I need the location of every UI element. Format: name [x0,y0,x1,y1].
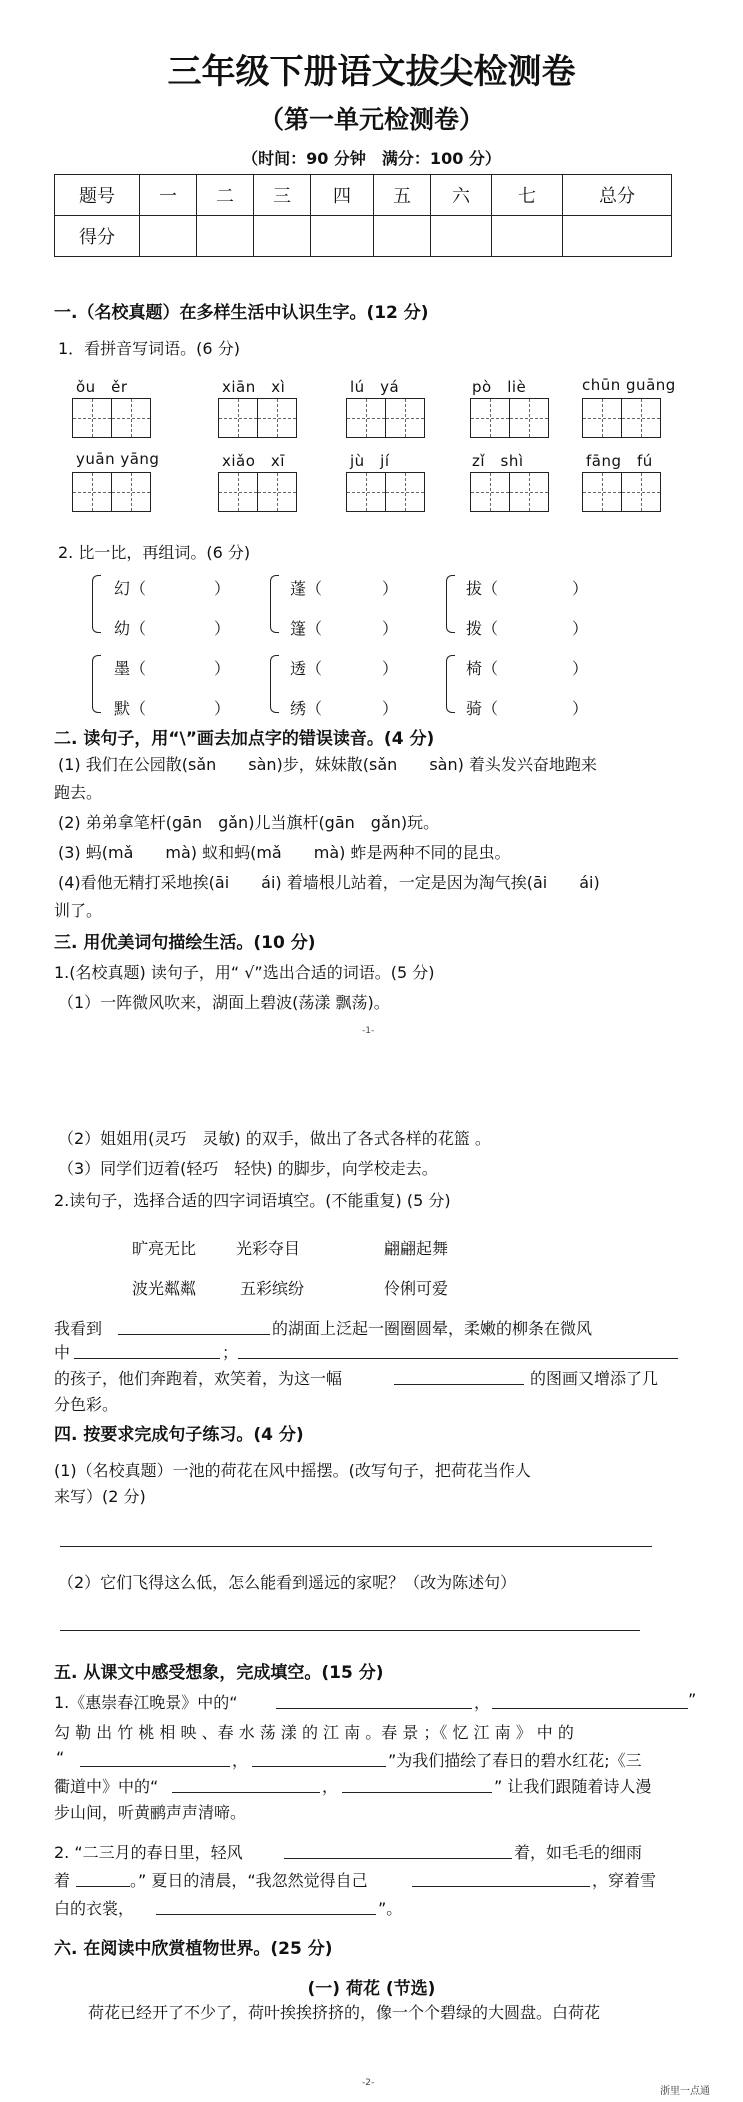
brace-icon [92,575,101,633]
fill-text: 的图画又增添了几 [530,1369,659,1388]
score-table [54,174,672,257]
fill-text: 白的衣裳， [54,1899,135,1918]
table-cell: 得分 [55,216,140,257]
pinyin-label: lú yá [350,378,400,396]
score-input-cell[interactable] [254,216,311,257]
brace-icon [92,655,101,713]
table-cell: 六 [431,175,492,216]
q2-line: 跑去。 [54,783,103,802]
answer-line[interactable] [156,1914,376,1915]
answer-line[interactable] [60,1630,640,1631]
compare-char: 墨（ [114,659,147,678]
brace-icon [270,575,279,633]
answer-line[interactable] [412,1886,590,1887]
watermark: 浙里一点通 [660,2086,710,2097]
section-3-heading: 三. 用优美词句描绘生活。(10 分) [54,933,316,953]
answer-line[interactable] [238,1358,678,1359]
score-input-cell[interactable] [374,216,431,257]
compare-paren: ） [572,619,589,638]
pinyin-label: jù jí [350,452,390,470]
answer-line[interactable] [276,1708,472,1709]
score-table-score-row [55,216,672,257]
compare-paren: ） [214,699,231,718]
q3-sentence: （2）姐姐用(灵巧 灵敏) 的双手，做出了各式各样的花篮 。 [58,1129,491,1148]
compare-char: 骑（ [466,699,499,718]
compare-char: 默（ [114,699,147,718]
word-option: 五彩缤纷 [240,1279,305,1298]
section-6-heading: 六. 在阅读中欣赏植物世界。(25 分) [54,1939,333,1959]
writing-grid[interactable] [218,398,295,440]
fill-text: 着，如毛毛的细雨 [514,1843,643,1862]
table-cell: 五 [374,175,431,216]
q2-line: (3) 蚂(mǎ mà) 蚁和蚂(mǎ mà) 蚱是两种不同的昆虫。 [58,843,511,862]
score-input-cell[interactable] [431,216,492,257]
fill-text: ； [222,1343,239,1362]
fill-text: 分色彩。 [54,1395,119,1414]
answer-line[interactable] [284,1858,512,1859]
q4-sentence: 来写）(2 分) [54,1487,146,1506]
table-cell: 二 [197,175,254,216]
q2-line: (4)看他无精打采地挨(āi ái) 着墙根儿站着，一定是因为淘气挨(āi ái) [58,873,600,892]
writing-grid[interactable] [470,398,547,440]
answer-line[interactable] [80,1766,230,1767]
section-5-heading: 五. 从课文中感受想象，完成填空。(15 分) [54,1663,384,1683]
q4-sentence: （2）它们飞得这么低，怎么能看到遥远的家呢？（改为陈述句） [58,1573,517,1592]
answer-line[interactable] [74,1358,220,1359]
table-cell: 一 [140,175,197,216]
compare-paren: ） [572,699,589,718]
compare-paren: ） [382,579,399,598]
table-cell: 题号 [55,175,140,216]
answer-line[interactable] [394,1384,524,1385]
section-2-heading: 二. 读句子，用“\”画去加点字的错误读音。(4 分) [54,729,435,749]
compare-paren: ） [214,579,231,598]
compare-paren: ） [382,699,399,718]
fill-text: 2. “二三月的春日里，轻风 [54,1843,243,1862]
fill-text: ， [232,1751,249,1770]
q2-line: (1) 我们在公园散(sǎn sàn)步，妹妹散(sǎn sàn) 着头发兴奋地跑来 [58,755,597,774]
compare-char: 篷（ [290,619,323,638]
table-cell: 四 [311,175,374,216]
page-title: 三年级下册语文拔尖检测卷 [167,52,576,92]
compare-char: 绣（ [290,699,323,718]
q3-sentence: （3）同学们迈着(轻巧 轻快) 的脚步，向学校走去。 [58,1159,438,1178]
section-4-heading: 四. 按要求完成句子练习。(4 分) [54,1425,304,1445]
fill-text: ”为我们描绘了春日的碧水红花;《三 [388,1751,642,1770]
q2-line: (2) 弟弟拿笔杆(gān gǎn)儿当旗杆(gān gǎn)玩。 [58,813,440,832]
table-cell: 总分 [563,175,672,216]
brace-icon [446,575,455,633]
section-1-heading: 一.（名校真题）在多样生活中认识生字。(12 分) [54,303,429,323]
compare-paren: ） [382,659,399,678]
compare-paren: ） [214,619,231,638]
brace-icon [446,655,455,713]
answer-line[interactable] [76,1886,130,1887]
q3-sub1: 1.(名校真题) 读句子，用“ √”选出合适的词语。(5 分) [54,963,435,982]
compare-char: 蓬（ [290,579,323,598]
fill-text: ”。 [378,1899,403,1918]
table-cell: 三 [254,175,311,216]
table-cell: 七 [492,175,563,216]
pinyin-label: xiān xì [222,378,286,396]
q2-line: 训了。 [54,901,103,920]
page-subtitle: （第一单元检测卷） [258,105,484,134]
writing-grid[interactable] [218,472,295,514]
score-input-cell[interactable] [140,216,197,257]
writing-grid[interactable] [470,472,547,514]
score-table-header-row [55,175,672,216]
compare-char: 幻（ [114,579,147,598]
fill-text: ， [322,1777,339,1796]
fill-text: 的湖面上泛起一圈圈圆晕，柔嫩的柳条在微风 [272,1319,593,1338]
pinyin-label: xiǎo xī [222,452,285,470]
fill-text: 着 [54,1871,71,1890]
score-input-cell[interactable] [563,216,672,257]
passage-text: 荷花已经开了不少了，荷叶挨挨挤挤的，像一个个碧绿的大圆盘。白荷花 [88,2003,601,2022]
q4-sentence: (1)（名校真题）一池的荷花在风中摇摆。(改写句子，把荷花当作人 [54,1461,531,1480]
word-option: 波光粼粼 [132,1279,197,1298]
compare-paren: ） [572,659,589,678]
fill-text: 勾 勒 出 竹 桃 相 映 、春 水 荡 漾 的 江 南 。春 景 ；《 忆 江 南 》 中 的 [54,1723,574,1742]
compare-paren: ） [214,659,231,678]
compare-char: 椅（ [466,659,499,678]
word-option: 旷亮无比 [132,1239,197,1258]
writing-grid[interactable] [582,472,659,514]
answer-line[interactable] [492,1708,688,1709]
q1-sub1: 1．看拼音写词语。(6 分) [58,339,240,358]
pinyin-label: ǒu ěr [76,378,128,396]
fill-text: 衢道中》中的“ [54,1777,159,1796]
exam-meta: （时间：90 分钟 满分：100 分） [242,149,501,168]
q3-sub2: 2.读句子，选择合适的四字词语填空。(不能重复) (5 分) [54,1191,451,1210]
fill-text: 。” 夏日的清晨，“我忽然觉得自己 [130,1871,368,1890]
fill-text: 步山间，听黄鹂声声清啼。 [54,1803,247,1822]
fill-text: 的孩子，他们奔跑着，欢笑着，为这一幅 [54,1369,343,1388]
pinyin-label: yuān yāng [76,450,160,468]
answer-line[interactable] [172,1792,320,1793]
word-option: 光彩夺目 [236,1239,301,1258]
pinyin-label: chūn guāng [582,376,676,394]
pinyin-label: zǐ shì [472,452,524,470]
answer-line[interactable] [118,1334,270,1335]
fill-text: 中 [54,1343,71,1362]
compare-char: 拨（ [466,619,499,638]
brace-icon [270,655,279,713]
compare-char: 拔（ [466,579,499,598]
writing-grid[interactable] [346,472,423,514]
word-option: 翩翩起舞 [384,1239,449,1258]
passage-title: (一) 荷花 (节选) [307,1979,436,1999]
compare-paren: ） [382,619,399,638]
score-input-cell[interactable] [311,216,374,257]
page-number: -1- [362,1026,375,1036]
answer-line[interactable] [60,1546,652,1547]
compare-char: 幼（ [114,619,147,638]
score-input-cell[interactable] [492,216,563,257]
writing-grid[interactable] [72,472,149,514]
word-option: 伶俐可爱 [384,1279,449,1298]
fill-text: “ [56,1748,65,1767]
compare-char: 透（ [290,659,323,678]
pinyin-label: fāng fú [586,452,653,470]
writing-grid[interactable] [582,398,659,440]
page-number: -2- [362,2078,375,2088]
answer-line[interactable] [342,1792,492,1793]
fill-text: ，穿着雪 [592,1871,657,1890]
fill-text: ” 让我们跟随着诗人漫 [494,1777,652,1796]
fill-text: 1.《惠崇春江晚景》中的“ [54,1693,238,1712]
writing-grid[interactable] [346,398,423,440]
q1-sub2: 2. 比一比，再组词。(6 分) [58,543,251,562]
answer-line[interactable] [252,1766,386,1767]
pinyin-label: pò liè [472,378,527,396]
writing-grid[interactable] [72,398,149,440]
fill-text: ” [688,1690,697,1709]
score-input-cell[interactable] [197,216,254,257]
compare-paren: ） [572,579,589,598]
fill-text: 我看到 [54,1319,103,1338]
q3-sentence: （1）一阵微风吹来，湖面上碧波(荡漾 飘荡)。 [58,993,390,1012]
fill-text: ， [474,1693,491,1712]
